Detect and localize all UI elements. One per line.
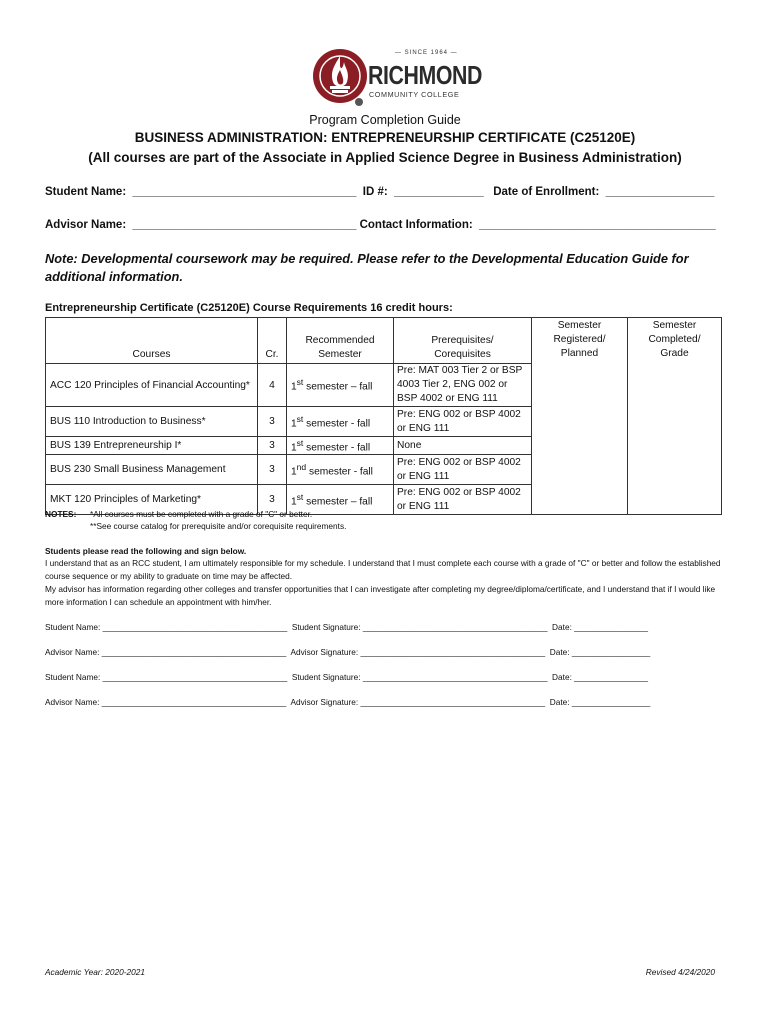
course-credits: 4 xyxy=(258,364,287,407)
agreement-heading: Students please read the following and sign below. xyxy=(45,546,247,556)
course-credits: 3 xyxy=(258,455,287,485)
guide-title: Program Completion Guide xyxy=(309,113,461,127)
course-semester: 1st semester - fall xyxy=(287,437,394,455)
page-subtitle: (All courses are part of the Associate in Applied Science Degree in Business Administration) xyxy=(88,150,682,165)
student-info-line[interactable]: Student Name: ___________________________________ ID #: ______________ Date of Enrollment: _________________ xyxy=(45,186,715,198)
course-prereq: None xyxy=(394,437,532,455)
signature-row-student[interactable]: Student Name: ________________________________________ Student Signature: ________________________________________ Date: ________________ xyxy=(45,672,649,682)
signature-row-advisor[interactable]: Advisor Name: ________________________________________ Advisor Signature: ________________________________________ Date: _________________ xyxy=(45,647,651,657)
header-registered: Semester Registered/ Planned xyxy=(532,318,628,515)
header-credits: Cr. xyxy=(258,318,287,364)
course-semester: 1nd semester - fall xyxy=(287,455,394,485)
course-name: BUS 230 Small Business Management xyxy=(46,455,258,485)
table-header-row xyxy=(46,318,722,364)
course-semester: 1st semester – fall xyxy=(287,485,394,515)
logo-since: — SINCE 1964 — xyxy=(395,50,458,56)
advisor-info-line[interactable]: Advisor Name: ___________________________________ Contact Information: _____________________________________ xyxy=(45,219,716,231)
footer-academic-year: Academic Year: 2020-2021 xyxy=(45,967,145,977)
agreement-paragraph: I understand that as an RCC student, I am ultimately responsible for my schedule. I understand that I must complete each course with a grade of "C" or better and follow the established course sequence or my ability to graduate on time may be affected. xyxy=(45,558,721,581)
agreement-paragraph: My advisor has information regarding other colleges and transfer opportunities that I can investigate after completing my degree/diploma/certificate, and I understand that if I would like more information I can schedule an appointment with him/her. xyxy=(45,584,716,607)
signature-row-advisor[interactable]: Advisor Name: ________________________________________ Advisor Signature: ________________________________________ Date: _________________ xyxy=(45,697,651,707)
course-prereq: Pre: ENG 002 or BSP 4002 or ENG 111 xyxy=(394,407,532,437)
course-name: ACC 120 Principles of Financial Accounting* xyxy=(46,364,258,407)
course-semester: 1st semester - fall xyxy=(287,407,394,437)
signature-row-student[interactable]: Student Name: ________________________________________ Student Signature: ________________________________________ Date: ________________ xyxy=(45,622,649,632)
course-table xyxy=(45,317,722,515)
course-prereq: Pre: MAT 003 Tier 2 or BSP 4003 Tier 2, ENG 002 or BSP 4002 or ENG 111 xyxy=(394,364,532,407)
course-prereq: Pre: ENG 002 or BSP 4002 or ENG 111 xyxy=(394,455,532,485)
header-courses: Courses xyxy=(46,318,258,364)
requirements-heading: Entrepreneurship Certificate (C25120E) Course Requirements 16 credit hours: xyxy=(45,302,453,314)
developmental-note: Note: Developmental coursework may be required. Please refer to the Developmental Education Guide for additional information. xyxy=(45,251,689,284)
footer-revised: Revised 4/24/2020 xyxy=(645,967,715,977)
logo-name: RICHMOND xyxy=(368,60,482,90)
course-credits: 3 xyxy=(258,437,287,455)
course-prereq: Pre: ENG 002 or BSP 4002 or ENG 111 xyxy=(394,485,532,515)
course-name: BUS 139 Entrepreneurship I* xyxy=(46,437,258,455)
page-title: BUSINESS ADMINISTRATION: ENTREPRENEURSHIP CERTIFICATE (C25120E) xyxy=(134,130,636,145)
notes-line: **See course catalog for prerequisite and/or corequisite requirements. xyxy=(90,521,347,531)
course-semester: 1st semester – fall xyxy=(287,364,394,407)
header-recommended: Recommended Semester xyxy=(287,318,394,364)
header-prereq: Prerequisites/ Corequisites xyxy=(394,318,532,364)
agreement-body xyxy=(45,557,735,609)
course-credits: 3 xyxy=(258,485,287,515)
course-name: MKT 120 Principles of Marketing* xyxy=(46,485,258,515)
header-completed: Semester Completed/ Grade xyxy=(628,318,722,515)
course-name: BUS 110 Introduction to Business* xyxy=(46,407,258,437)
notes-line: *All courses must be completed with a grade of "C" or better. xyxy=(90,509,313,519)
logo-subtitle: COMMUNITY COLLEGE xyxy=(369,90,460,99)
course-credits: 3 xyxy=(258,407,287,437)
notes-label: NOTES: xyxy=(45,509,77,519)
